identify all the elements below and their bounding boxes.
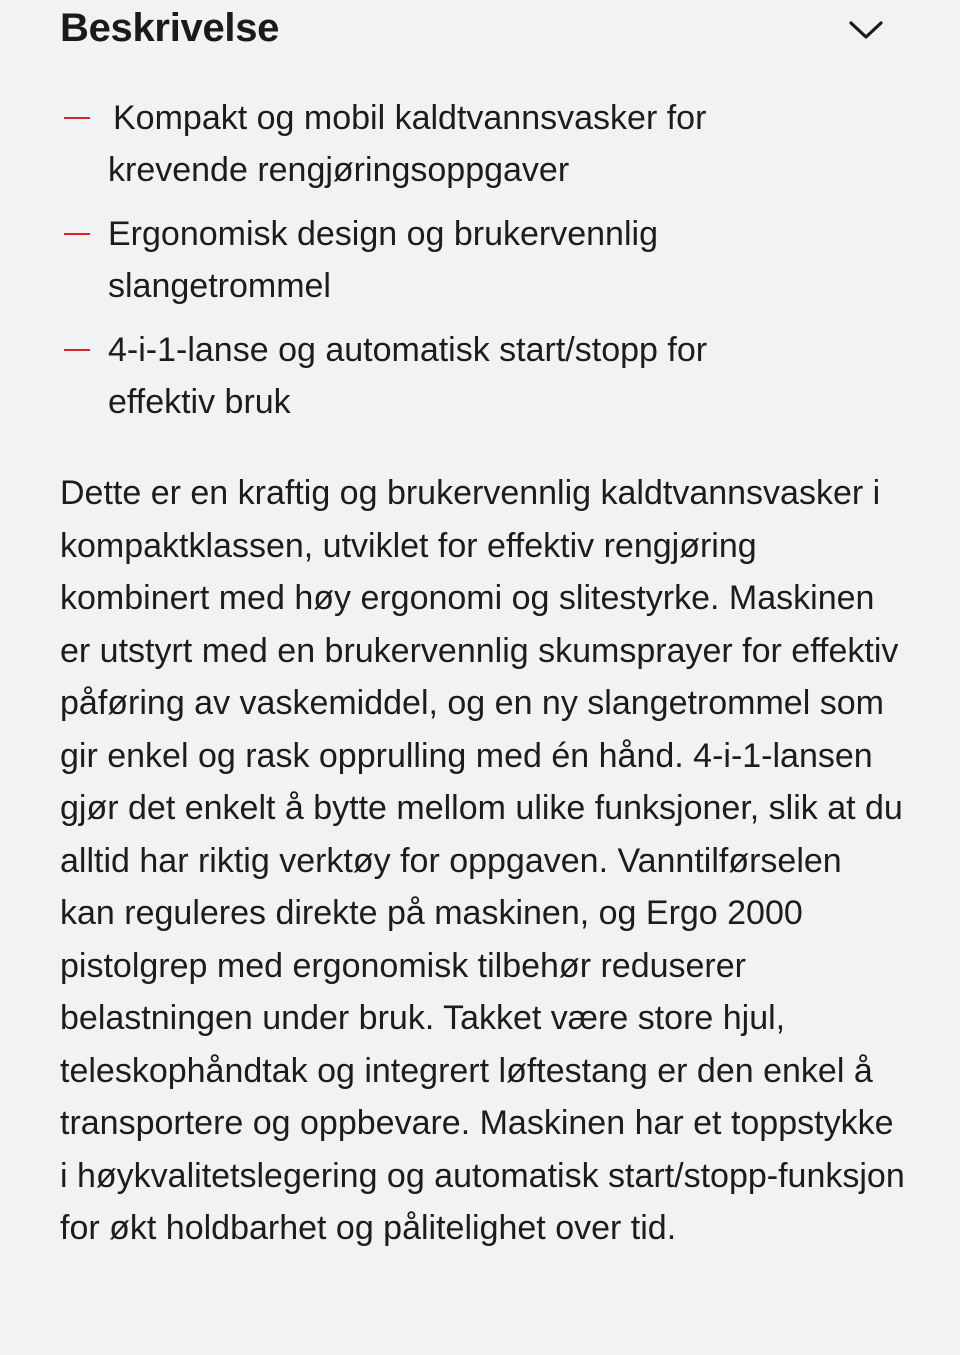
feature-list-item — [60, 92, 880, 196]
feature-line: slangetrommel — [108, 267, 331, 305]
feature-line: Kompakt og mobil kaldtvannsvasker for — [113, 99, 707, 137]
collapse-toggle-button[interactable] — [846, 12, 886, 48]
chevron-down-icon — [848, 20, 884, 40]
feature-line: Ergonomisk design og brukervennlig — [108, 215, 658, 253]
description-text: Dette er en kraftig og brukervennlig kaldtvannsvasker i kompaktklassen, utviklet for effektiv rengjøring kombinert med høy ergonomi og slitestyrke. Maskinen er utstyrt med en brukervennlig skumsprayer for effektiv påføring av vaskemiddel, og en ny slangetrommel som gir enkel og rask opprulling med én hånd. 4-i-1-lansen gjør det enkelt å bytte mellom ulike funksjoner, slik at du alltid har riktig verktøy for oppgaven. Vanntilførselen kan reguleres direkte på maskinen, og Ergo 2000 pistolgrep med ergonomisk tilbehør reduserer belastningen under bruk. Takket være store hjul, teleskophåndtak og integrert løftestang er den enkel å transportere og oppbevare. Maskinen har et toppstykke i høykvalitetslegering og automatisk start/stopp-funksjon for økt holdbarhet og pålitelighet over tid. — [60, 474, 905, 1247]
description-header[interactable] — [60, 0, 900, 60]
dash-bullet-icon — [64, 117, 90, 119]
section-title: Beskrivelse — [60, 6, 280, 50]
feature-list — [60, 92, 880, 440]
feature-line: 4-i-1-lanse og automatisk start/stopp for — [108, 331, 708, 369]
feature-list-item — [60, 208, 880, 312]
feature-line: krevende rengjøringsoppgaver — [108, 151, 570, 189]
feature-list-item — [60, 324, 880, 428]
dash-bullet-icon — [64, 233, 90, 235]
feature-line: effektiv bruk — [108, 383, 291, 421]
dash-bullet-icon — [64, 349, 90, 351]
